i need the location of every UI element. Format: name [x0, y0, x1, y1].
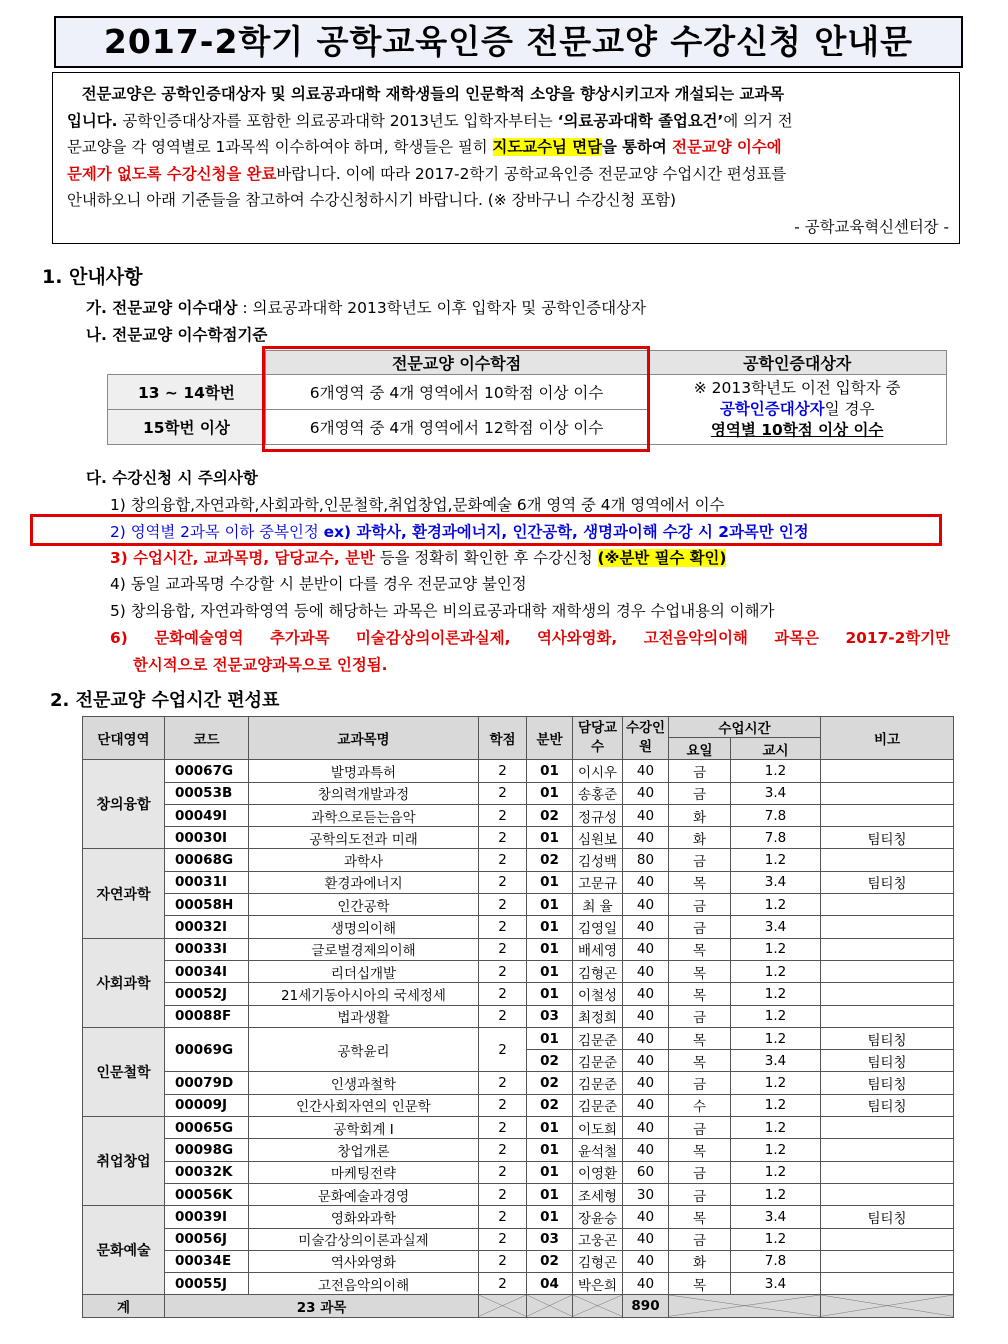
cell-note	[821, 1117, 954, 1139]
cell-day: 목	[669, 938, 731, 960]
cell-prof: 김영일	[573, 916, 623, 938]
cell-section: 02	[527, 804, 573, 826]
cell-credit: 2	[479, 1228, 527, 1250]
section1-heading: 1. 안내사항	[42, 266, 143, 288]
cell-name: 공학의도전과 미래	[249, 827, 479, 849]
cell-day: 수	[669, 1094, 731, 1116]
cell-period: 7.8	[731, 804, 821, 826]
cell-section: 03	[527, 1228, 573, 1250]
cell-cap: 40	[623, 1050, 669, 1072]
cell-day: 금	[669, 1117, 731, 1139]
cell-prof: 조세형	[573, 1183, 623, 1205]
cell-note: 팀티칭	[821, 1050, 954, 1072]
cell-prof: 고웅곤	[573, 1228, 623, 1250]
cell-period: 1.2	[731, 1117, 821, 1139]
total-courses: 23 과목	[165, 1295, 479, 1317]
cell-note	[821, 1161, 954, 1183]
cell-note	[821, 983, 954, 1005]
cell-section: 01	[527, 938, 573, 960]
cell-section: 01	[527, 1183, 573, 1205]
cell-prof: 김형곤	[573, 960, 623, 982]
cell-section: 02	[527, 849, 573, 871]
cell-credit: 2	[479, 760, 527, 782]
cell-note	[821, 849, 954, 871]
cell-prof: 윤석철	[573, 1139, 623, 1161]
cell-name: 문화예술과경영	[249, 1183, 479, 1205]
cell-credit: 2	[479, 1117, 527, 1139]
cell-day: 금	[669, 760, 731, 782]
cell-day: 목	[669, 1139, 731, 1161]
cell-credit: 2	[479, 938, 527, 960]
cell-code: 00033I	[165, 938, 249, 960]
hdr-domain: 단대영역	[83, 717, 165, 760]
row-15-value: 6개영역 중 4개 영역에서 12학점 이상 이수	[265, 410, 648, 445]
subsection-ga: 가. 전문교양 이수대상 : 의료공과대학 2013학년도 이후 입학자 및 공학인증대상자	[86, 299, 647, 317]
intro-line-3: 문교양을 각 영역별로 1과목씩 이수하여야 하며, 학생들은 필히 지도교수님 면담을 통하여 전문교양 이수에	[67, 138, 782, 157]
cell-name: 창의력개발과정	[249, 782, 479, 804]
cell-cap: 40	[623, 1250, 669, 1272]
course-schedule-table	[82, 716, 954, 1318]
hdr-professor: 담당교수	[573, 717, 623, 760]
cell-cap: 40	[623, 827, 669, 849]
cell-name: 공학회계 I	[249, 1117, 479, 1139]
cell-name: 창업개론	[249, 1139, 479, 1161]
cell-period: 1.2	[731, 1072, 821, 1094]
cell-domain: 취업창업	[83, 1117, 165, 1206]
cell-day: 화	[669, 804, 731, 826]
cell-note	[821, 1273, 954, 1295]
cell-cap: 40	[623, 1273, 669, 1295]
cell-code: 00032I	[165, 916, 249, 938]
cell-day: 금	[669, 1183, 731, 1205]
cell-credit: 2	[479, 1139, 527, 1161]
table-row	[83, 1206, 954, 1228]
cell-day: 목	[669, 1206, 731, 1228]
cell-prof: 이시우	[573, 760, 623, 782]
table-row	[83, 1273, 954, 1295]
hdr-capacity: 수강인원	[623, 717, 669, 760]
cell-credit: 2	[479, 916, 527, 938]
col-credit-header: 전문교양 이수학점	[265, 351, 648, 375]
table-row	[83, 1139, 954, 1161]
cell-code: 00034E	[165, 1250, 249, 1272]
cell-period: 1.2	[731, 894, 821, 916]
table-row	[83, 1161, 954, 1183]
table-row	[83, 916, 954, 938]
cell-prof: 이영환	[573, 1161, 623, 1183]
cell-credit: 2	[479, 871, 527, 893]
cell-period: 1.2	[731, 1183, 821, 1205]
cell-period: 1.2	[731, 1139, 821, 1161]
total-x-credit	[479, 1295, 527, 1317]
intro-box	[52, 72, 960, 244]
cell-code: 00079D	[165, 1072, 249, 1094]
cell-prof: 김형곤	[573, 1250, 623, 1272]
intro-signature: - 공학교육혁신센터장 -	[794, 217, 949, 236]
cell-name: 마케팅전략	[249, 1161, 479, 1183]
cell-note: 팀티칭	[821, 871, 954, 893]
cell-note	[821, 760, 954, 782]
cell-period: 7.8	[731, 827, 821, 849]
cell-name: 영화와과학	[249, 1206, 479, 1228]
notice-item-3: 3) 수업시간, 교과목명, 담당교수, 분반 등을 정확히 확인한 후 수강신청 (※분반 필수 확인)	[110, 549, 727, 567]
cell-name: 법과생활	[249, 1005, 479, 1027]
cell-section: 01	[527, 960, 573, 982]
cell-section: 01	[527, 1161, 573, 1183]
cell-note	[821, 938, 954, 960]
cell-cap: 40	[623, 1139, 669, 1161]
cell-period: 1.2	[731, 760, 821, 782]
hdr-credit: 학점	[479, 717, 527, 760]
cell-credit: 2	[479, 1072, 527, 1094]
table-row	[83, 827, 954, 849]
total-x-prof	[573, 1295, 623, 1317]
cell-cap: 80	[623, 849, 669, 871]
row-15-label: 15학번 이상	[108, 410, 266, 445]
cert-note-cell	[648, 375, 947, 445]
cell-code: 00069G	[165, 1027, 249, 1072]
cell-prof: 정규성	[573, 804, 623, 826]
cell-period: 1.2	[731, 938, 821, 960]
cell-day: 화	[669, 827, 731, 849]
cell-note	[821, 1139, 954, 1161]
cell-day: 금	[669, 916, 731, 938]
cell-day: 목	[669, 1050, 731, 1072]
cell-cap: 40	[623, 960, 669, 982]
cell-credit: 2	[479, 1206, 527, 1228]
hdr-name: 교과목명	[249, 717, 479, 760]
cell-domain: 자연과학	[83, 849, 165, 938]
cell-section: 01	[527, 894, 573, 916]
cell-note	[821, 1005, 954, 1027]
cell-day: 금	[669, 1161, 731, 1183]
cell-prof: 심원보	[573, 827, 623, 849]
notice-item-6-line-1: 6) 문화예술영역 추가과목 미술감상의이론과실제, 역사와영화, 고전음악의이해 과목은 2017-2학기만	[110, 629, 950, 647]
cell-name: 21세기동아시아의 국세정세	[249, 983, 479, 1005]
page-title: 2017-2학기 공학교육인증 전문교양 수강신청 안내문	[54, 16, 963, 68]
cell-name: 발명과특허	[249, 760, 479, 782]
cell-day: 화	[669, 1250, 731, 1272]
cell-prof: 박은희	[573, 1273, 623, 1295]
cell-section: 02	[527, 1094, 573, 1116]
hdr-time: 수업시간	[669, 717, 821, 738]
notice-item-4: 4) 동일 교과목명 수강할 시 분반이 다를 경우 전문교양 불인정	[110, 575, 527, 593]
total-capacity: 890	[623, 1295, 669, 1317]
cell-day: 목	[669, 1027, 731, 1049]
hdr-section: 분반	[527, 717, 573, 760]
cell-section: 01	[527, 1139, 573, 1161]
cell-name: 고전음악의이해	[249, 1273, 479, 1295]
notice-item-1: 1) 창의융합,자연과학,사회과학,인문철학,취업창업,문화예술 6개 영역 중 4개 영역에서 이수	[110, 496, 725, 514]
table-row	[83, 894, 954, 916]
cell-credit: 2	[479, 804, 527, 826]
cell-section: 04	[527, 1273, 573, 1295]
table-row	[83, 1250, 954, 1272]
cell-section: 01	[527, 871, 573, 893]
cell-period: 3.4	[731, 1273, 821, 1295]
cell-day: 금	[669, 849, 731, 871]
cell-credit: 2	[479, 827, 527, 849]
table-row	[83, 983, 954, 1005]
cell-period: 1.2	[731, 983, 821, 1005]
cell-period: 1.2	[731, 1005, 821, 1027]
cell-note: 팀티칭	[821, 1072, 954, 1094]
total-x-note	[821, 1295, 954, 1317]
cell-prof: 이철성	[573, 983, 623, 1005]
table-row	[83, 1005, 954, 1027]
table-row	[83, 804, 954, 826]
section2-heading: 2. 전문교양 수업시간 편성표	[50, 690, 280, 711]
cell-prof: 김문준	[573, 1027, 623, 1049]
cell-day: 목	[669, 871, 731, 893]
cell-day: 금	[669, 1005, 731, 1027]
total-row	[83, 1295, 954, 1317]
cell-credit: 2	[479, 1094, 527, 1116]
cell-cap: 40	[623, 1027, 669, 1049]
cell-code: 00034I	[165, 960, 249, 982]
table-row	[83, 849, 954, 871]
cell-name: 공학윤리	[249, 1027, 479, 1072]
cell-name: 역사와영화	[249, 1250, 479, 1272]
cell-code: 00052J	[165, 983, 249, 1005]
cell-prof: 배세영	[573, 938, 623, 960]
cell-code: 00032K	[165, 1161, 249, 1183]
cell-code: 00068G	[165, 849, 249, 871]
cell-cap: 40	[623, 983, 669, 1005]
cell-section: 01	[527, 916, 573, 938]
intro-line-4: 문제가 없도록 수강신청을 완료바랍니다. 이에 따라 2017-2학기 공학교육인증 전문교양 수업시간 편성표를	[67, 164, 787, 183]
cert-note-line-2: 공학인증대상자일 경우	[719, 400, 875, 418]
cell-code: 00030I	[165, 827, 249, 849]
cell-section: 02	[527, 1072, 573, 1094]
table-row	[83, 871, 954, 893]
cell-period: 7.8	[731, 1250, 821, 1272]
table-row	[83, 1183, 954, 1205]
cell-name: 글로벌경제의이해	[249, 938, 479, 960]
cert-note-line-3: 영역별 10학점 이상 이수	[710, 421, 884, 439]
cell-credit: 2	[479, 1161, 527, 1183]
hdr-day: 요일	[669, 738, 731, 760]
cell-code: 00056K	[165, 1183, 249, 1205]
cell-section: 02	[527, 1050, 573, 1072]
cell-prof: 이도희	[573, 1117, 623, 1139]
cell-credit: 2	[479, 849, 527, 871]
cell-name: 인간사회자연의 인문학	[249, 1094, 479, 1116]
cell-domain: 창의융합	[83, 760, 165, 849]
cell-cap: 40	[623, 1117, 669, 1139]
cell-period: 1.2	[731, 960, 821, 982]
highlight-box-duplicate-rule	[30, 514, 942, 546]
subsection-na: 나. 전문교양 이수학점기준	[86, 326, 268, 344]
cell-day: 금	[669, 894, 731, 916]
cell-name: 과학으로듣는음악	[249, 804, 479, 826]
row-13-14-label: 13 ~ 14학번	[108, 375, 266, 410]
cell-cap: 40	[623, 760, 669, 782]
hdr-note: 비고	[821, 717, 954, 760]
cell-cap: 40	[623, 871, 669, 893]
cell-period: 3.4	[731, 1050, 821, 1072]
cell-code: 00058H	[165, 894, 249, 916]
notice-item-5: 5) 창의융합, 자연과학영역 등에 해당하는 과목은 비의료공과대학 재학생의 경우 수업내용의 이해가	[110, 602, 775, 620]
cell-name: 과학사	[249, 849, 479, 871]
notice-item-6-line-2: 한시적으로 전문교양과목으로 인정됨.	[133, 656, 388, 674]
table-row	[83, 1228, 954, 1250]
cell-prof: 김문준	[573, 1072, 623, 1094]
total-label: 계	[83, 1295, 165, 1317]
cell-note: 팀티칭	[821, 1027, 954, 1049]
cell-credit: 2	[479, 983, 527, 1005]
table-row	[83, 760, 954, 782]
cell-credit: 2	[479, 1027, 527, 1072]
cell-day: 목	[669, 960, 731, 982]
cell-period: 1.2	[731, 1027, 821, 1049]
cell-credit: 2	[479, 894, 527, 916]
cell-cap: 40	[623, 938, 669, 960]
cell-name: 리더십개발	[249, 960, 479, 982]
cell-day: 목	[669, 983, 731, 1005]
cell-credit: 2	[479, 1183, 527, 1205]
subsection-da: 다. 수강신청 시 주의사항	[86, 469, 258, 487]
cell-period: 3.4	[731, 871, 821, 893]
cell-cap: 40	[623, 1072, 669, 1094]
cell-note	[821, 1183, 954, 1205]
table-row	[83, 1094, 954, 1116]
hdr-code: 코드	[165, 717, 249, 760]
cell-code: 00088F	[165, 1005, 249, 1027]
cell-name: 미술감상의이론과실제	[249, 1228, 479, 1250]
cell-domain: 사회과학	[83, 938, 165, 1027]
cell-period: 3.4	[731, 1206, 821, 1228]
table-row	[83, 960, 954, 982]
cell-code: 00039I	[165, 1206, 249, 1228]
cell-note	[821, 804, 954, 826]
cell-name: 인간공학	[249, 894, 479, 916]
table-row	[83, 1117, 954, 1139]
cell-note	[821, 894, 954, 916]
cell-note	[821, 1228, 954, 1250]
intro-line-5: 안내하오니 아래 기준들을 참고하여 수강신청하시기 바랍니다. (※ 장바구니 수강신청 포함)	[67, 191, 677, 210]
cell-period: 3.4	[731, 916, 821, 938]
cell-day: 목	[669, 1273, 731, 1295]
cell-section: 01	[527, 1117, 573, 1139]
cell-period: 1.2	[731, 1161, 821, 1183]
cell-code: 00065G	[165, 1117, 249, 1139]
cell-prof: 김문준	[573, 1094, 623, 1116]
cell-section: 01	[527, 760, 573, 782]
cell-note	[821, 916, 954, 938]
cell-cap: 40	[623, 782, 669, 804]
cell-cap: 40	[623, 804, 669, 826]
cell-code: 00098G	[165, 1139, 249, 1161]
hdr-period: 교시	[731, 738, 821, 760]
cell-prof: 김문준	[573, 1050, 623, 1072]
row-13-14-value: 6개영역 중 4개 영역에서 10학점 이상 이수	[265, 375, 648, 410]
cell-section: 01	[527, 827, 573, 849]
table-row	[83, 1072, 954, 1094]
empty-header-cell	[108, 351, 266, 375]
cell-code: 00053B	[165, 782, 249, 804]
cell-note	[821, 782, 954, 804]
cell-note: 팀티칭	[821, 1094, 954, 1116]
cell-period: 3.4	[731, 782, 821, 804]
cell-domain: 문화예술	[83, 1206, 165, 1295]
cell-prof: 최 율	[573, 894, 623, 916]
table-row	[83, 1027, 954, 1049]
col-cert-header: 공학인증대상자	[648, 351, 947, 375]
cell-day: 금	[669, 782, 731, 804]
cell-code: 00031I	[165, 871, 249, 893]
cell-section: 02	[527, 1250, 573, 1272]
cell-day: 금	[669, 1228, 731, 1250]
cell-credit: 2	[479, 960, 527, 982]
cell-cap: 40	[623, 1094, 669, 1116]
cell-prof: 고문규	[573, 871, 623, 893]
cell-cap: 30	[623, 1183, 669, 1205]
cell-prof: 최정희	[573, 1005, 623, 1027]
cell-prof: 김성백	[573, 849, 623, 871]
cell-credit: 2	[479, 1250, 527, 1272]
cell-name: 인생과철학	[249, 1072, 479, 1094]
cell-note: 팀티칭	[821, 1206, 954, 1228]
cell-note	[821, 1250, 954, 1272]
cell-prof: 송홍준	[573, 782, 623, 804]
total-x-time	[669, 1295, 821, 1317]
cell-name: 환경과에너지	[249, 871, 479, 893]
cell-name: 생명의이해	[249, 916, 479, 938]
cell-prof: 장윤승	[573, 1206, 623, 1228]
intro-line-1: 전문교양은 공학인증대상자 및 의료공과대학 재학생들의 인문학적 소양을 향상시키고자 개설되는 교과목	[81, 85, 785, 103]
table-row	[83, 938, 954, 960]
cell-credit: 2	[479, 1005, 527, 1027]
cell-code: 00055J	[165, 1273, 249, 1295]
cell-cap: 40	[623, 1228, 669, 1250]
table-row	[83, 782, 954, 804]
cell-period: 1.2	[731, 1228, 821, 1250]
cell-note	[821, 960, 954, 982]
cell-code: 00049I	[165, 804, 249, 826]
cell-code: 00056J	[165, 1228, 249, 1250]
cell-cap: 40	[623, 894, 669, 916]
cell-period: 1.2	[731, 849, 821, 871]
cell-cap: 40	[623, 916, 669, 938]
cell-domain: 인문철학	[83, 1027, 165, 1116]
cell-code: 00067G	[165, 760, 249, 782]
cell-note: 팀티칭	[821, 827, 954, 849]
cell-period: 1.2	[731, 1094, 821, 1116]
cell-code: 00009J	[165, 1094, 249, 1116]
cell-cap: 40	[623, 1206, 669, 1228]
cell-credit: 2	[479, 782, 527, 804]
cell-credit: 2	[479, 1273, 527, 1295]
cell-section: 01	[527, 782, 573, 804]
total-x-section	[527, 1295, 573, 1317]
cell-day: 금	[669, 1072, 731, 1094]
highlight-box-credits	[262, 346, 650, 452]
notice-item-2: 2) 영역별 2과목 이하 중복인정 ex) 과학사, 환경과에너지, 인간공학, 생명과이해 수강 시 2과목만 인정	[110, 523, 809, 541]
cell-cap: 60	[623, 1161, 669, 1183]
intro-line-2: 입니다. 공학인증대상자를 포함한 의료공과대학 2013년도 입학자부터는 ‘의료공과대학 졸업요건’에 의거 전	[67, 111, 793, 130]
cell-section: 01	[527, 983, 573, 1005]
cell-section: 03	[527, 1005, 573, 1027]
cell-cap: 40	[623, 1005, 669, 1027]
cell-section: 01	[527, 1206, 573, 1228]
cert-note-line-1: ※ 2013학년도 이전 입학자 중	[693, 379, 901, 397]
cell-section: 01	[527, 1027, 573, 1049]
